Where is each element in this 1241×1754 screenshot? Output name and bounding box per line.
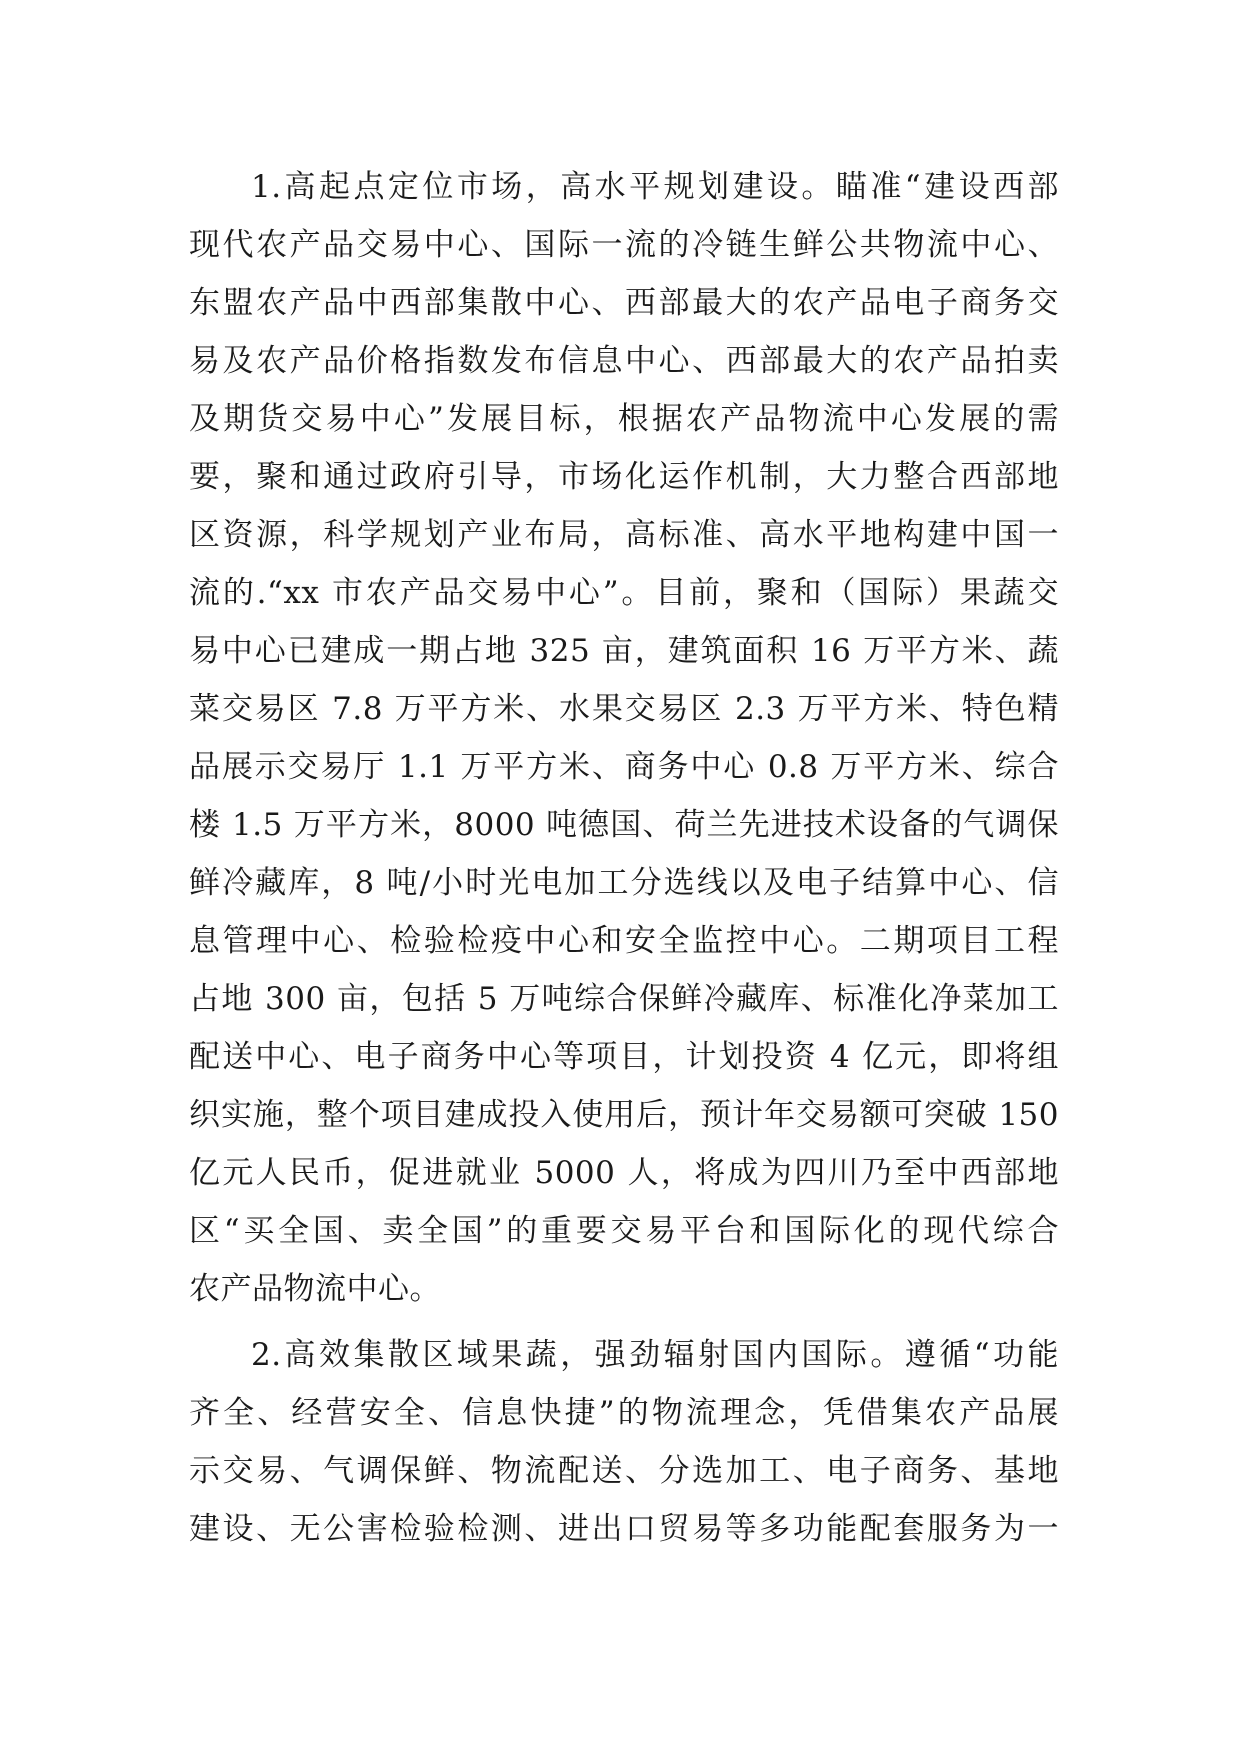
paragraph-line: 现代农产品交易中心、国际一流的冷链生鲜公共物流中心、 — [189, 227, 1059, 263]
paragraph-line: 东盟农产品中西部集散中心、西部最大的农产品电子商务交 — [189, 285, 1059, 321]
paragraph-line: 菜交易区 7.8 万平方米、水果交易区 2.3 万平方米、特色精 — [189, 691, 1059, 727]
paragraph-line: 要，聚和通过政府引导，市场化运作机制，大力整合西部地 — [189, 459, 1059, 495]
paragraph-2 — [189, 1326, 1059, 1558]
paragraph-line: 息管理中心、检验检疫中心和安全监控中心。二期项目工程 — [189, 923, 1059, 959]
paragraph-line: 流的.“xx 市农产品交易中心”。目前，聚和（国际）果蔬交 — [189, 575, 1059, 611]
paragraph-line: 区资源，科学规划产业布局，高标准、高水平地构建中国一 — [189, 517, 1059, 553]
paragraph-line: 亿元人民币，促进就业 5000 人，将成为四川乃至中西部地 — [189, 1155, 1059, 1191]
paragraph-line: 区“买全国、卖全国”的重要交易平台和国际化的现代综合 — [189, 1213, 1059, 1249]
paragraph-line: 鲜冷藏库，8 吨/小时光电加工分选线以及电子结算中心、信 — [189, 865, 1059, 901]
paragraph-line: 及期货交易中心”发展目标，根据农产品物流中心发展的需 — [189, 401, 1059, 437]
paragraph-line: 易及农产品价格指数发布信息中心、西部最大的农产品拍卖 — [189, 343, 1059, 379]
paragraph-line: 易中心已建成一期占地 325 亩，建筑面积 16 万平方米、蔬 — [189, 633, 1059, 669]
paragraph-line: 配送中心、电子商务中心等项目，计划投资 4 亿元，即将组 — [189, 1039, 1059, 1075]
paragraph-1 — [189, 158, 1059, 1318]
paragraph-line: 1.高起点定位市场，高水平规划建设。瞄准“建设西部 — [251, 169, 1059, 205]
paragraph-line: 占地 300 亩，包括 5 万吨综合保鲜冷藏库、标准化净菜加工 — [189, 981, 1059, 1017]
paragraph-line: 齐全、经营安全、信息快捷”的物流理念，凭借集农产品展 — [189, 1395, 1059, 1431]
paragraph-line: 2.高效集散区域果蔬，强劲辐射国内国际。遵循“功能 — [251, 1337, 1059, 1373]
paragraph-line: 农产品物流中心。 — [189, 1271, 441, 1307]
paragraph-line: 织实施，整个项目建成投入使用后，预计年交易额可突破 150 — [189, 1097, 1059, 1133]
paragraph-line: 建设、无公害检验检测、进出口贸易等多功能配套服务为一 — [189, 1511, 1059, 1547]
document-body — [189, 158, 1059, 1558]
paragraph-line: 示交易、气调保鲜、物流配送、分选加工、电子商务、基地 — [189, 1453, 1059, 1489]
paragraph-line: 品展示交易厅 1.1 万平方米、商务中心 0.8 万平方米、综合 — [189, 749, 1059, 785]
paragraph-line: 楼 1.5 万平方米，8000 吨德国、荷兰先进技术设备的气调保 — [189, 807, 1059, 843]
